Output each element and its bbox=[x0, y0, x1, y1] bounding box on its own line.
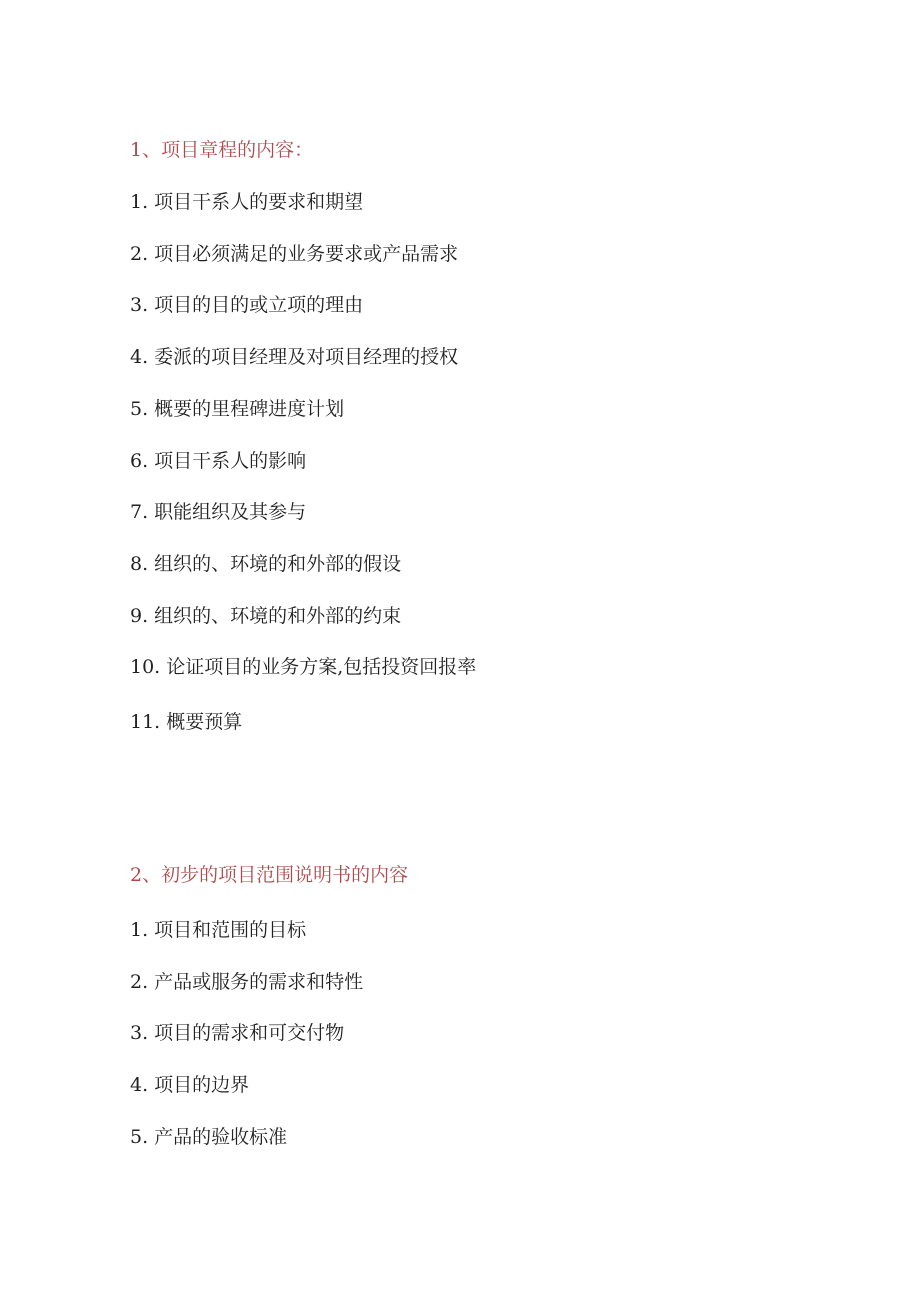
section-1-item-3 bbox=[130, 293, 363, 317]
section-1-item-7 bbox=[130, 500, 306, 524]
section-2-item-3 bbox=[130, 1021, 344, 1045]
section-2-item-5 bbox=[130, 1125, 287, 1149]
item-number: 11. bbox=[130, 711, 161, 733]
item-text: 产品或服务的需求和特性 bbox=[154, 971, 364, 993]
item-number: 4. bbox=[130, 1074, 149, 1096]
item-number: 5. bbox=[130, 398, 149, 420]
section-1-item-2 bbox=[130, 242, 458, 266]
section-1-item-8 bbox=[130, 552, 401, 576]
item-number: 3. bbox=[130, 1022, 149, 1044]
item-text: 项目干系人的要求和期望 bbox=[154, 191, 364, 213]
item-text: 产品的验收标准 bbox=[154, 1126, 288, 1148]
item-number: 9. bbox=[130, 605, 149, 627]
item-text: 项目和范围的目标 bbox=[154, 919, 307, 941]
section-1-heading: 1、项目章程的内容： bbox=[130, 139, 314, 161]
section-2-item-1 bbox=[130, 918, 306, 942]
item-text: 委派的项目经理及对项目经理的授权 bbox=[154, 346, 459, 368]
item-text: 组织的、环境的和外部的约束 bbox=[154, 605, 402, 627]
section-2-item-4 bbox=[130, 1073, 249, 1097]
item-text: 概要的里程碑进度计划 bbox=[154, 398, 345, 420]
section-1-item-1 bbox=[130, 190, 363, 214]
item-text: 项目干系人的影响 bbox=[154, 450, 307, 472]
section-1-item-5 bbox=[130, 397, 344, 421]
item-number: 2. bbox=[130, 971, 149, 993]
section-1-item-6 bbox=[130, 449, 306, 473]
item-text: 组织的、环境的和外部的假设 bbox=[154, 553, 402, 575]
section-1-item-4 bbox=[130, 345, 458, 369]
item-text: 论证项目的业务方案,包括投资回报率 bbox=[166, 656, 477, 678]
item-number: 2. bbox=[130, 243, 149, 265]
item-number: 4. bbox=[130, 346, 149, 368]
item-number: 7. bbox=[130, 501, 149, 523]
section-2-heading: 2、初步的项目范围说明书的内容 bbox=[130, 864, 409, 886]
section-2-item-2 bbox=[130, 970, 363, 994]
item-number: 3. bbox=[130, 294, 149, 316]
item-text: 项目的目的或立项的理由 bbox=[154, 294, 364, 316]
item-text: 项目的边界 bbox=[154, 1074, 250, 1096]
section-1-item-9 bbox=[130, 604, 401, 628]
item-text: 概要预算 bbox=[166, 711, 243, 733]
item-number: 1. bbox=[130, 919, 149, 941]
item-number: 10. bbox=[130, 656, 161, 678]
item-text: 项目的需求和可交付物 bbox=[154, 1022, 345, 1044]
item-number: 1. bbox=[130, 191, 149, 213]
section-1-item-11 bbox=[130, 710, 242, 734]
section-1-item-10 bbox=[130, 655, 476, 679]
item-text: 项目必须满足的业务要求或产品需求 bbox=[154, 243, 459, 265]
item-text: 职能组织及其参与 bbox=[154, 501, 307, 523]
item-number: 8. bbox=[130, 553, 149, 575]
item-number: 5. bbox=[130, 1126, 149, 1148]
item-number: 6. bbox=[130, 450, 149, 472]
